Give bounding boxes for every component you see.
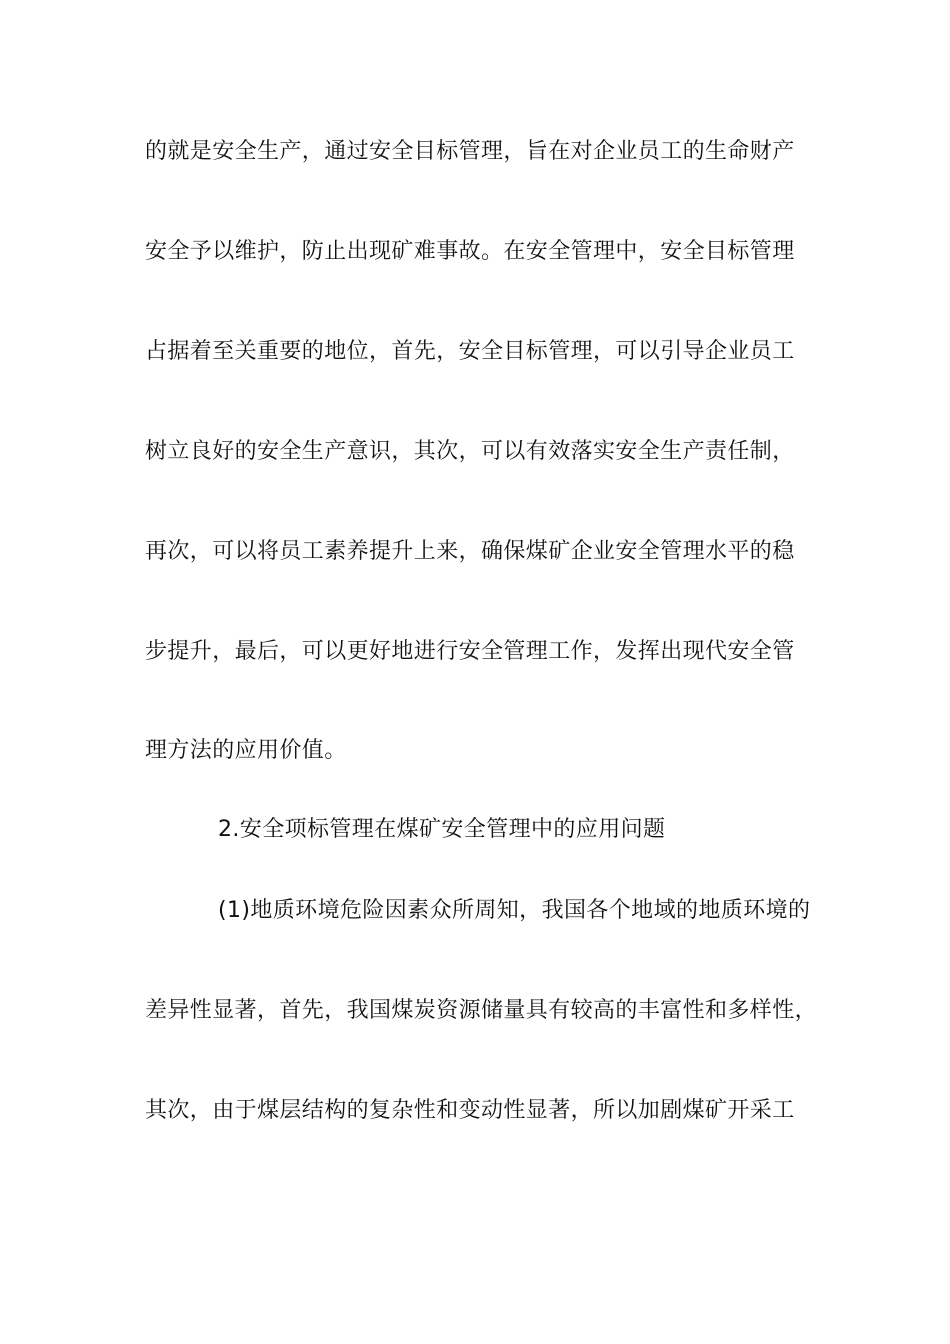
- paragraph-line: 步提升，最后，可以更好地进行安全管理工作，发挥出现代安全管: [145, 639, 795, 664]
- paragraph-line: 的就是安全生产，通过安全目标管理，旨在对企业员工的生命财产: [145, 139, 795, 164]
- subsection-line: 其次，由于煤层结构的复杂性和变动性显著，所以加剧煤矿开采工: [145, 1098, 795, 1123]
- paragraph-line: 安全予以维护，防止出现矿难事故。在安全管理中，安全目标管理: [145, 239, 795, 264]
- paragraph-line: 再次，可以将员工素养提升上来，确保煤矿企业安全管理水平的稳: [145, 539, 795, 564]
- subsection-line: 差异性显著，首先，我国煤炭资源储量具有较高的丰富性和多样性，: [145, 998, 818, 1023]
- section-heading: 2.安全项标管理在煤矿安全管理中的应用问题: [218, 817, 666, 842]
- paragraph-line: 占据着至关重要的地位，首先，安全目标管理，可以引导企业员工: [145, 339, 795, 364]
- paragraph-line: 理方法的应用价值。: [145, 738, 347, 763]
- subsection-line: (1)地质环境危险因素众所周知，我国各个地域的地质环境的: [218, 898, 811, 923]
- paragraph-line: 树立良好的安全生产意识，其次，可以有效落实安全生产责任制，: [145, 439, 795, 464]
